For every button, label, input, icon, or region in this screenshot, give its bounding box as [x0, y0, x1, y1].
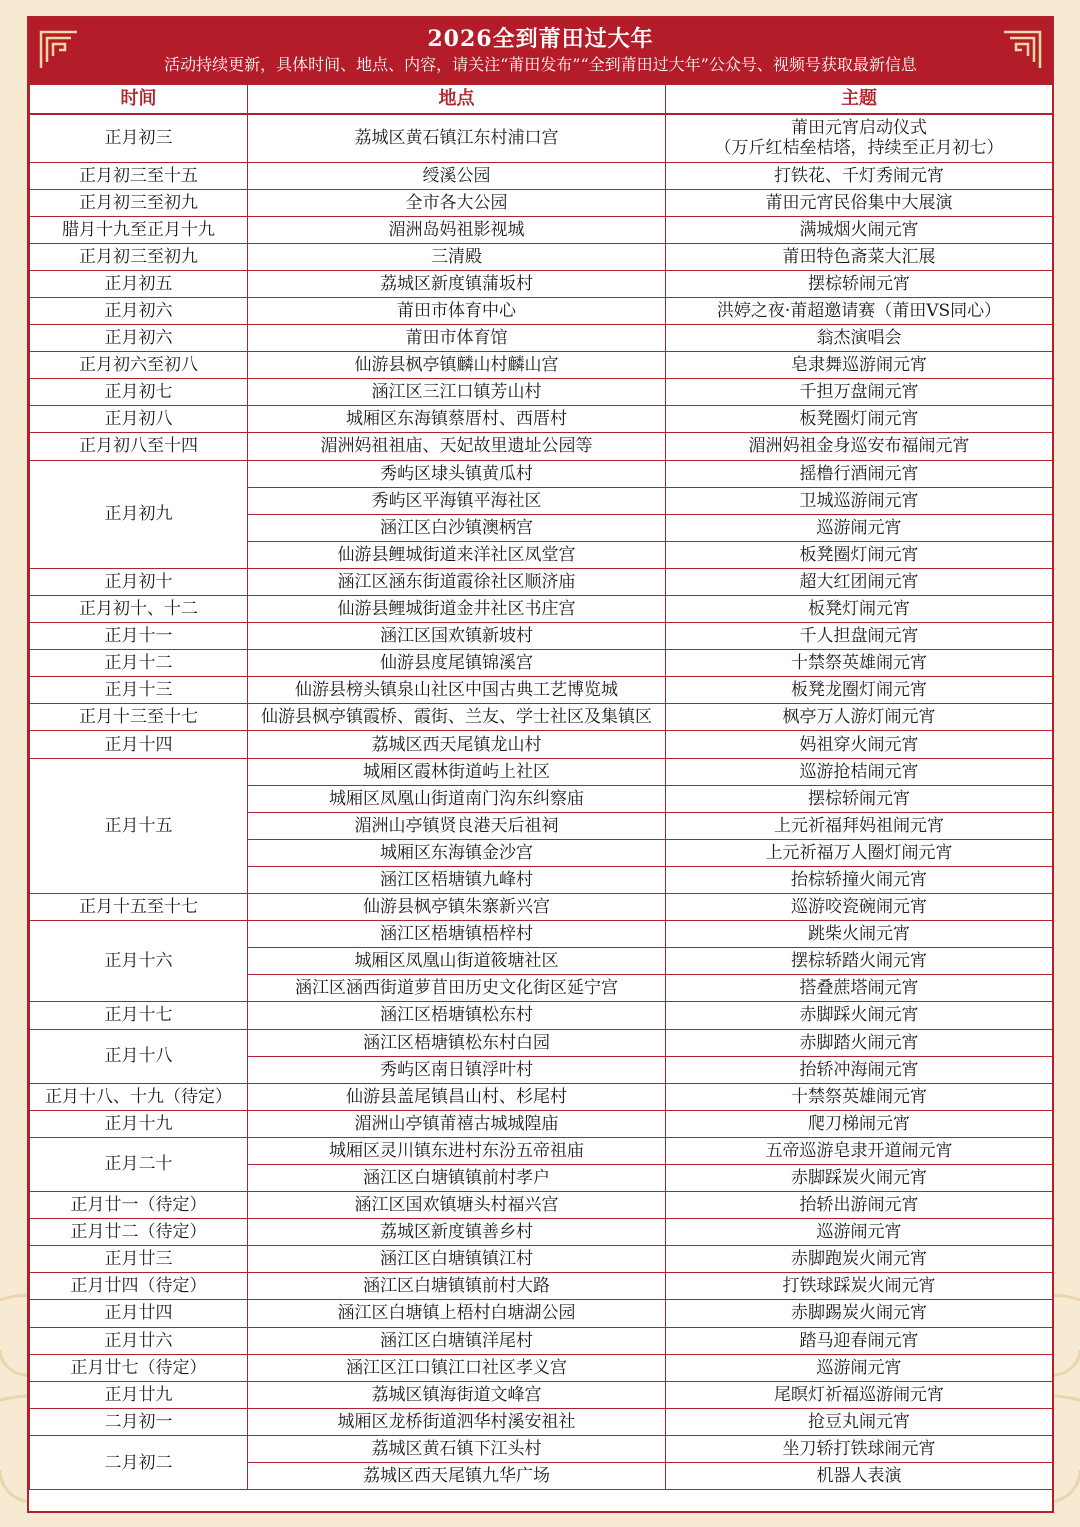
place-cell: 仙游县枫亭镇朱寨新兴宫 [248, 894, 666, 921]
theme-cell: 爬刀梯闹元宵 [666, 1110, 1053, 1137]
theme-cell: 上元祈福拜妈祖闹元宵 [666, 812, 1053, 839]
time-cell: 正月廿二（待定） [30, 1219, 248, 1246]
theme-cell: 踏马迎春闹元宵 [666, 1327, 1053, 1354]
theme-cell: 洪婷之夜·莆超邀请赛（莆田VS同心） [666, 297, 1053, 324]
table-row [30, 406, 1053, 433]
place-cell: 城厢区霞林街道屿上社区 [248, 758, 666, 785]
place-cell: 涵江区国欢镇新坡村 [248, 623, 666, 650]
place-cell: 荔城区新度镇善乡村 [248, 1219, 666, 1246]
place-cell: 涵江区国欢镇塘头村福兴宫 [248, 1192, 666, 1219]
time-cell: 正月十二 [30, 650, 248, 677]
place-cell: 荔城区西天尾镇九华广场 [248, 1463, 666, 1490]
place-cell: 涵江区涵西街道萝苜田历史文化街区延宁宫 [248, 975, 666, 1002]
theme-cell: 超大红团闹元宵 [666, 568, 1053, 595]
time-cell: 正月初八 [30, 406, 248, 433]
place-cell: 涵江区江口镇江口社区孝义宫 [248, 1354, 666, 1381]
theme-cell: 莆田元宵民俗集中大展演 [666, 189, 1053, 216]
table-row [30, 352, 1053, 379]
time-cell: 正月廿一（待定） [30, 1192, 248, 1219]
table-row [30, 297, 1053, 324]
theme-cell: 尾暝灯祈福巡游闹元宵 [666, 1381, 1053, 1408]
title-banner [29, 18, 1052, 84]
table-row [30, 243, 1053, 270]
theme-cell: 湄洲妈祖金身巡安布福闹元宵 [666, 433, 1053, 460]
table-row [30, 1273, 1053, 1300]
theme-cell: 抬轿冲海闹元宵 [666, 1056, 1053, 1083]
time-cell: 正月廿三 [30, 1246, 248, 1273]
table-row [30, 1408, 1053, 1435]
place-cell: 荔城区镇海街道文峰宫 [248, 1381, 666, 1408]
table-row [30, 1354, 1053, 1381]
time-cell: 二月初一 [30, 1408, 248, 1435]
place-cell: 仙游县鲤城街道金井社区书庄宫 [248, 596, 666, 623]
theme-cell: 巡游闹元宵 [666, 1354, 1053, 1381]
theme-cell: 妈祖穿火闹元宵 [666, 731, 1053, 758]
table-row [30, 1435, 1053, 1462]
table-row [30, 189, 1053, 216]
place-cell: 全市各大公园 [248, 189, 666, 216]
theme-cell: 巡游抢桔闹元宵 [666, 758, 1053, 785]
time-cell: 正月十八 [30, 1029, 248, 1083]
place-cell: 城厢区龙桥街道泗华村溪安祖社 [248, 1408, 666, 1435]
theme-cell: 上元祈福万人圈灯闹元宵 [666, 839, 1053, 866]
time-cell: 腊月十九至正月十九 [30, 216, 248, 243]
time-cell: 正月十六 [30, 921, 248, 1002]
theme-cell: 皂隶舞巡游闹元宵 [666, 352, 1053, 379]
theme-cell: 摇橹行酒闹元宵 [666, 460, 1053, 487]
place-cell: 湄洲山亭镇贤良港天后祖祠 [248, 812, 666, 839]
table-row [30, 1327, 1053, 1354]
theme-cell: 卫城巡游闹元宵 [666, 487, 1053, 514]
schedule-sheet [27, 16, 1054, 1513]
time-cell: 正月廿七（待定） [30, 1354, 248, 1381]
theme-cell: 巡游闹元宵 [666, 1219, 1053, 1246]
table-row [30, 114, 1053, 162]
theme-cell: 翁杰演唱会 [666, 325, 1053, 352]
theme-cell: 赤脚踩炭火闹元宵 [666, 1164, 1053, 1191]
place-cell: 秀屿区埭头镇黄瓜村 [248, 460, 666, 487]
table-row [30, 162, 1053, 189]
theme-cell: 板凳龙圈灯闹元宵 [666, 677, 1053, 704]
place-cell: 三清殿 [248, 243, 666, 270]
time-cell: 正月初七 [30, 379, 248, 406]
theme-cell: 十禁祭英雄闹元宵 [666, 650, 1053, 677]
table-row [30, 1192, 1053, 1219]
place-cell: 涵江区梧塘镇九峰村 [248, 866, 666, 893]
time-cell: 正月初六至初八 [30, 352, 248, 379]
place-cell: 涵江区梧塘镇梧梓村 [248, 921, 666, 948]
time-cell: 正月十三至十七 [30, 704, 248, 731]
theme-cell: 板凳圈灯闹元宵 [666, 406, 1053, 433]
place-cell: 城厢区东海镇金沙宫 [248, 839, 666, 866]
place-cell: 城厢区凤凰山街道南门沟东纠察庙 [248, 785, 666, 812]
place-cell: 城厢区灵川镇东进村东汾五帝祖庙 [248, 1137, 666, 1164]
time-cell: 正月初三至初九 [30, 189, 248, 216]
theme-cell: 千担万盘闹元宵 [666, 379, 1053, 406]
table-row [30, 596, 1053, 623]
theme-cell: 十禁祭英雄闹元宵 [666, 1083, 1053, 1110]
table-row [30, 1137, 1053, 1164]
table-row [30, 1219, 1053, 1246]
time-cell: 正月十一 [30, 623, 248, 650]
place-cell: 仙游县枫亭镇霞桥、霞街、兰友、学士社区及集镇区 [248, 704, 666, 731]
theme-cell: 摆棕轿闹元宵 [666, 270, 1053, 297]
time-cell: 正月初十 [30, 568, 248, 595]
time-cell: 正月初九 [30, 460, 248, 568]
table-row [30, 1002, 1053, 1029]
table-row [30, 325, 1053, 352]
table-header-row [30, 85, 1053, 115]
time-cell: 正月十三 [30, 677, 248, 704]
theme-cell: 坐刀轿打铁球闹元宵 [666, 1435, 1053, 1462]
theme-cell: 机器人表演 [666, 1463, 1053, 1490]
time-cell: 正月初十、十二 [30, 596, 248, 623]
table-row [30, 1110, 1053, 1137]
place-cell: 荔城区新度镇蒲坂村 [248, 270, 666, 297]
place-cell: 涵江区梧塘镇松东村白园 [248, 1029, 666, 1056]
place-cell: 湄洲山亭镇莆禧古城城隍庙 [248, 1110, 666, 1137]
theme-cell: 千人担盘闹元宵 [666, 623, 1053, 650]
time-cell: 正月十八、十九（待定） [30, 1083, 248, 1110]
place-cell: 仙游县榜头镇泉山社区中国古典工艺博览城 [248, 677, 666, 704]
table-row [30, 460, 1053, 487]
time-cell: 正月十五 [30, 758, 248, 893]
table-row [30, 568, 1053, 595]
place-cell: 涵江区涵东街道霞徐社区顺济庙 [248, 568, 666, 595]
table-row [30, 1300, 1053, 1327]
theme-note: （万斤红桔垒桔塔，持续至正月初七） [714, 138, 1004, 159]
place-cell: 城厢区东海镇蔡厝村、西厝村 [248, 406, 666, 433]
theme-cell: 板凳圈灯闹元宵 [666, 541, 1053, 568]
time-cell: 正月初五 [30, 270, 248, 297]
theme-cell: 抬轿出游闹元宵 [666, 1192, 1053, 1219]
table-row [30, 650, 1053, 677]
place-cell: 涵江区梧塘镇松东村 [248, 1002, 666, 1029]
table-row [30, 270, 1053, 297]
place-cell: 涵江区三江口镇芳山村 [248, 379, 666, 406]
theme-cell: 巡游闹元宵 [666, 514, 1053, 541]
theme-cell: 赤脚踩火闹元宵 [666, 1002, 1053, 1029]
table-row [30, 623, 1053, 650]
table-row [30, 921, 1053, 948]
table-row [30, 758, 1053, 785]
table-row [30, 1029, 1053, 1056]
place-cell: 秀屿区平海镇平海社区 [248, 487, 666, 514]
place-cell: 仙游县度尾镇锦溪宫 [248, 650, 666, 677]
time-cell: 正月初三 [30, 114, 248, 162]
theme-cell: 搭叠蔗塔闹元宵 [666, 975, 1053, 1002]
place-cell: 涵江区白塘镇镇前村孝户 [248, 1164, 666, 1191]
table-row [30, 216, 1053, 243]
place-cell: 城厢区凤凰山街道筱塘社区 [248, 948, 666, 975]
table-row [30, 704, 1053, 731]
place-cell: 涵江区白塘镇镇江村 [248, 1246, 666, 1273]
time-cell: 正月十九 [30, 1110, 248, 1137]
theme-cell: 赤脚踏火闹元宵 [666, 1029, 1053, 1056]
table-row [30, 433, 1053, 460]
time-cell: 正月十四 [30, 731, 248, 758]
place-cell: 荔城区黄石镇江东村浦口宫 [248, 114, 666, 162]
place-cell: 荔城区西天尾镇龙山村 [248, 731, 666, 758]
place-cell: 湄洲岛妈祖影视城 [248, 216, 666, 243]
time-cell: 正月二十 [30, 1137, 248, 1191]
place-cell: 涵江区白塘镇洋尾村 [248, 1327, 666, 1354]
theme-cell: 莆田特色斋菜大汇展 [666, 243, 1053, 270]
theme-cell: 打铁球踩炭火闹元宵 [666, 1273, 1053, 1300]
place-cell: 涵江区白塘镇上梧村白塘湖公园 [248, 1300, 666, 1327]
theme-cell: 摆棕轿踏火闹元宵 [666, 948, 1053, 975]
table-row [30, 1246, 1053, 1273]
theme-cell: 摆棕轿闹元宵 [666, 785, 1053, 812]
place-cell: 绶溪公园 [248, 162, 666, 189]
theme-cell: 枫亭万人游灯闹元宵 [666, 704, 1053, 731]
place-cell: 仙游县枫亭镇麟山村麟山宫 [248, 352, 666, 379]
theme-cell [666, 114, 1053, 162]
time-cell: 正月初三至初九 [30, 243, 248, 270]
place-cell: 仙游县鲤城街道来洋社区凤堂宫 [248, 541, 666, 568]
time-cell: 二月初二 [30, 1435, 248, 1489]
place-cell: 莆田市体育馆 [248, 325, 666, 352]
page-title: 2026全到莆田过大年 [427, 26, 654, 52]
column-header-place: 地点 [248, 85, 666, 115]
table-row [30, 1083, 1053, 1110]
place-cell: 秀屿区南日镇浮叶村 [248, 1056, 666, 1083]
theme-cell: 打铁花、千灯秀闹元宵 [666, 162, 1053, 189]
time-cell: 正月廿四 [30, 1300, 248, 1327]
time-cell: 正月廿九 [30, 1381, 248, 1408]
time-cell: 正月初八至十四 [30, 433, 248, 460]
table-row [30, 731, 1053, 758]
page-subtitle: 活动持续更新，具体时间、地点、内容，请关注“莆田发布”“全到莆田过大年”公众号、视频号获取最新信息 [164, 55, 917, 74]
theme-cell: 跳柴火闹元宵 [666, 921, 1053, 948]
table-body [30, 114, 1053, 1490]
theme-cell: 抢豆丸闹元宵 [666, 1408, 1053, 1435]
right-corner-ornament-icon [1000, 28, 1044, 72]
column-header-theme: 主题 [666, 85, 1053, 115]
theme-cell: 满城烟火闹元宵 [666, 216, 1053, 243]
place-cell: 湄洲妈祖祖庙、天妃故里遗址公园等 [248, 433, 666, 460]
time-cell: 正月初六 [30, 325, 248, 352]
time-cell: 正月十五至十七 [30, 894, 248, 921]
place-cell: 涵江区白塘镇镇前村大路 [248, 1273, 666, 1300]
theme-cell: 板凳灯闹元宵 [666, 596, 1053, 623]
schedule-table [29, 84, 1053, 1490]
time-cell: 正月廿四（待定） [30, 1273, 248, 1300]
place-cell: 仙游县盖尾镇昌山村、杉尾村 [248, 1083, 666, 1110]
time-cell: 正月初三至十五 [30, 162, 248, 189]
place-cell: 莆田市体育中心 [248, 297, 666, 324]
table-row [30, 894, 1053, 921]
column-header-time: 时间 [30, 85, 248, 115]
theme-cell: 赤脚跑炭火闹元宵 [666, 1246, 1053, 1273]
theme-line: 莆田元宵启动仪式 [791, 118, 927, 139]
theme-cell: 巡游咬瓷碗闹元宵 [666, 894, 1053, 921]
table-row [30, 379, 1053, 406]
theme-cell: 抬棕轿撞火闹元宵 [666, 866, 1053, 893]
table-row [30, 677, 1053, 704]
time-cell: 正月十七 [30, 1002, 248, 1029]
theme-cell: 赤脚踢炭火闹元宵 [666, 1300, 1053, 1327]
time-cell: 正月廿六 [30, 1327, 248, 1354]
table-row [30, 1381, 1053, 1408]
place-cell: 涵江区白沙镇澳柄宫 [248, 514, 666, 541]
theme-cell: 五帝巡游皂隶开道闹元宵 [666, 1137, 1053, 1164]
time-cell: 正月初六 [30, 297, 248, 324]
place-cell: 荔城区黄石镇下江头村 [248, 1435, 666, 1462]
